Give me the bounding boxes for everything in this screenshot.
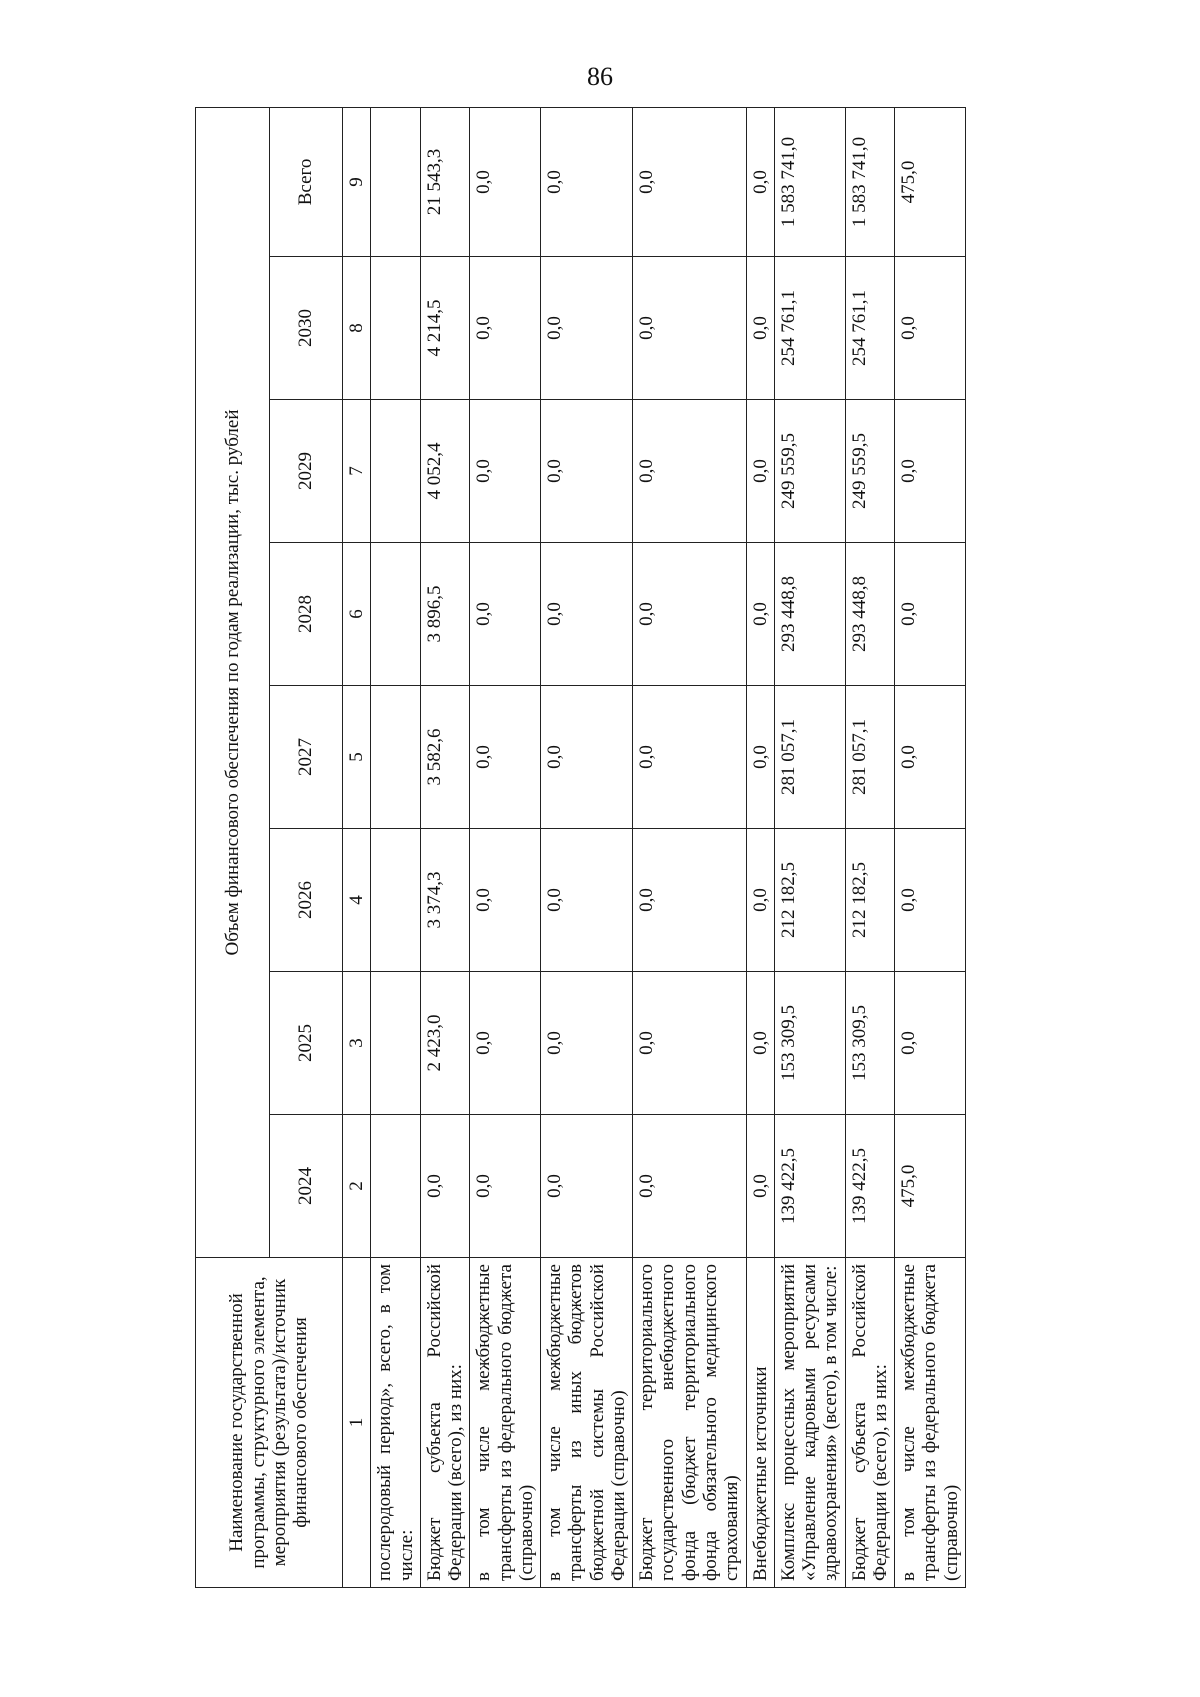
row-year-value: 0,0 <box>470 972 541 1115</box>
row-label: послеродовый период», всего, в том числе: <box>371 1258 421 1588</box>
header-year: 2027 <box>269 686 343 829</box>
table-row <box>420 107 470 1587</box>
row-year-value: 0,0 <box>633 972 746 1115</box>
table-row <box>541 107 633 1587</box>
row-year-value: 0,0 <box>541 829 633 972</box>
row-label: в том числе межбюджетные трансферты из федерального бюджета (справочно) <box>895 1258 966 1588</box>
row-label: Бюджет субъекта Российской Федерации (всего), из них: <box>845 1258 895 1588</box>
row-label: Бюджет субъекта Российской Федерации (всего), из них: <box>420 1258 470 1588</box>
row-year-value: 139 422,5 <box>845 1115 895 1258</box>
row-year-value: 3 896,5 <box>420 543 470 686</box>
row-year-value: 0,0 <box>746 686 774 829</box>
table-row <box>895 107 966 1587</box>
column-index: 3 <box>343 972 371 1115</box>
table-row <box>371 107 421 1587</box>
row-year-value: 254 761,1 <box>774 257 845 400</box>
column-index: 8 <box>343 257 371 400</box>
row-year-value: 0,0 <box>746 1115 774 1258</box>
row-year-value <box>371 686 421 829</box>
row-year-value: 0,0 <box>470 1115 541 1258</box>
row-total-value: 0,0 <box>633 107 746 256</box>
row-year-value: 249 559,5 <box>845 400 895 543</box>
row-year-value: 212 182,5 <box>774 829 845 972</box>
header-year: 2028 <box>269 543 343 686</box>
column-index: 9 <box>343 107 371 256</box>
row-year-value: 0,0 <box>895 972 966 1115</box>
column-index: 2 <box>343 1115 371 1258</box>
row-year-value: 212 182,5 <box>845 829 895 972</box>
financing-table-wrapper <box>195 108 1135 1588</box>
row-year-value: 475,0 <box>895 1115 966 1258</box>
header-year: 2024 <box>269 1115 343 1258</box>
table-body <box>371 107 966 1587</box>
column-index: 4 <box>343 829 371 972</box>
row-year-value: 0,0 <box>470 686 541 829</box>
row-year-value: 281 057,1 <box>845 686 895 829</box>
row-year-value: 3 374,3 <box>420 829 470 972</box>
row-year-value: 0,0 <box>470 257 541 400</box>
row-year-value: 0,0 <box>633 400 746 543</box>
row-year-value: 153 309,5 <box>845 972 895 1115</box>
header-year: 2026 <box>269 829 343 972</box>
table-row <box>633 107 746 1587</box>
row-year-value: 0,0 <box>895 543 966 686</box>
row-year-value: 0,0 <box>895 257 966 400</box>
row-year-value: 0,0 <box>541 972 633 1115</box>
table-row <box>746 107 774 1587</box>
row-year-value: 0,0 <box>541 543 633 686</box>
row-total-value: 21 543,3 <box>420 107 470 256</box>
row-year-value <box>371 543 421 686</box>
row-year-value: 0,0 <box>420 1115 470 1258</box>
row-year-value: 0,0 <box>470 400 541 543</box>
row-year-value <box>371 257 421 400</box>
row-year-value: 0,0 <box>746 257 774 400</box>
row-year-value: 293 448,8 <box>774 543 845 686</box>
header-name-column: Наименование государственной программы, структурного элемента, мероприятия (результата)/источник финансового обеспечения <box>196 1258 343 1588</box>
row-year-value: 0,0 <box>470 829 541 972</box>
column-index: 6 <box>343 543 371 686</box>
row-total-value <box>371 107 421 256</box>
column-index: 1 <box>343 1258 371 1588</box>
table-row <box>774 107 845 1587</box>
header-year: 2025 <box>269 972 343 1115</box>
row-label: Бюджет территориального государственного внебюджетного фонда (бюджет территориального фонда обязательного медицинского страхования) <box>633 1258 746 1588</box>
header-volume-title: Объем финансового обеспечения по годам реализации, тыс. рублей <box>196 107 270 1257</box>
row-year-value <box>371 829 421 972</box>
row-year-value: 0,0 <box>470 543 541 686</box>
row-label: Внебюджетные источники <box>746 1258 774 1588</box>
row-total-value: 1 583 741,0 <box>845 107 895 256</box>
row-total-value: 0,0 <box>746 107 774 256</box>
row-year-value: 0,0 <box>633 257 746 400</box>
row-year-value: 0,0 <box>895 829 966 972</box>
row-year-value: 0,0 <box>895 686 966 829</box>
row-label: в том числе межбюджетные трансферты из иных бюджетов бюджетной системы Российской Федерации (справочно) <box>541 1258 633 1588</box>
row-year-value: 254 761,1 <box>845 257 895 400</box>
row-year-value <box>371 400 421 543</box>
row-year-value: 281 057,1 <box>774 686 845 829</box>
row-year-value: 0,0 <box>746 543 774 686</box>
row-total-value: 0,0 <box>541 107 633 256</box>
row-year-value: 0,0 <box>746 972 774 1115</box>
row-total-value: 475,0 <box>895 107 966 256</box>
header-total: Всего <box>269 107 343 256</box>
row-year-value: 0,0 <box>633 1115 746 1258</box>
table-row <box>470 107 541 1587</box>
row-label: Комплекс процессных мероприятий «Управление кадровыми ресурсами здравоохранения» (всего), в том числе: <box>774 1258 845 1588</box>
financing-table <box>195 107 966 1588</box>
column-index: 5 <box>343 686 371 829</box>
row-year-value: 2 423,0 <box>420 972 470 1115</box>
row-year-value: 0,0 <box>633 543 746 686</box>
row-total-value: 0,0 <box>470 107 541 256</box>
header-year: 2030 <box>269 257 343 400</box>
row-year-value: 293 448,8 <box>845 543 895 686</box>
table-row <box>845 107 895 1587</box>
row-year-value: 0,0 <box>633 829 746 972</box>
row-year-value <box>371 972 421 1115</box>
row-year-value: 0,0 <box>746 829 774 972</box>
row-year-value: 4 052,4 <box>420 400 470 543</box>
row-label: в том числе межбюджетные трансферты из федерального бюджета (справочно) <box>470 1258 541 1588</box>
row-total-value: 1 583 741,0 <box>774 107 845 256</box>
row-year-value: 4 214,5 <box>420 257 470 400</box>
row-year-value: 0,0 <box>541 257 633 400</box>
row-year-value: 0,0 <box>541 686 633 829</box>
row-year-value: 0,0 <box>541 1115 633 1258</box>
row-year-value <box>371 1115 421 1258</box>
column-index: 7 <box>343 400 371 543</box>
row-year-value: 249 559,5 <box>774 400 845 543</box>
page-number: 86 <box>587 62 613 91</box>
row-year-value: 0,0 <box>746 400 774 543</box>
row-year-value: 0,0 <box>633 686 746 829</box>
row-year-value: 0,0 <box>895 400 966 543</box>
row-year-value: 139 422,5 <box>774 1115 845 1258</box>
row-year-value: 3 582,6 <box>420 686 470 829</box>
header-year: 2029 <box>269 400 343 543</box>
row-year-value: 0,0 <box>541 400 633 543</box>
row-year-value: 153 309,5 <box>774 972 845 1115</box>
